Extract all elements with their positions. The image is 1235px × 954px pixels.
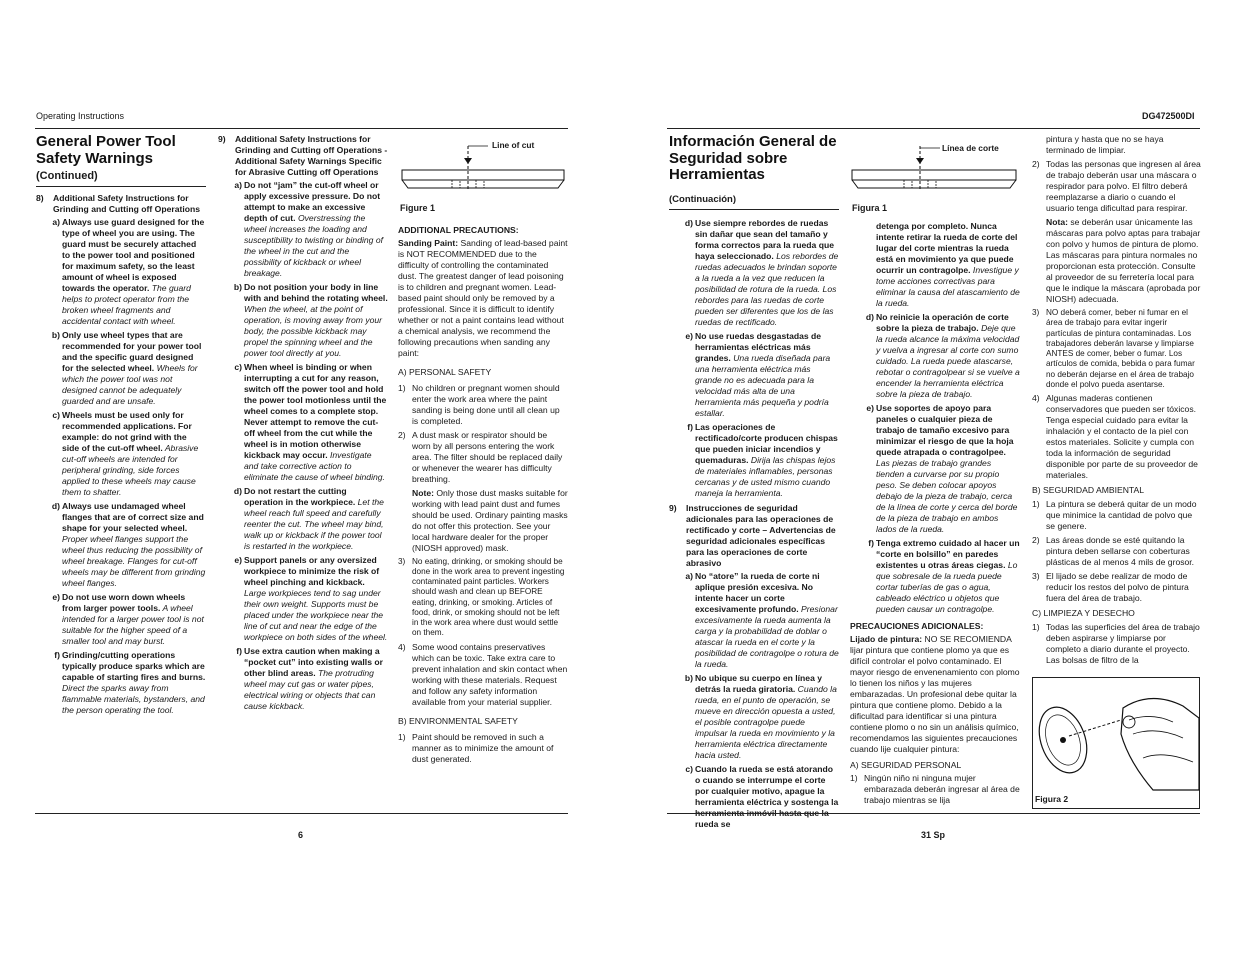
es-column-3 [1032, 134, 1202, 674]
es-page-subtitle: (Continuación) [669, 193, 737, 205]
numbered-item: 2) Las áreas donde se esté quitando la pintura deben sellarse con coberturas plásticas de al menos 4 mils de grosor. [1032, 535, 1195, 567]
page-number-right: 31 Sp [921, 830, 946, 840]
lettered-item: b) No ubique su cuerpo en línea y detrás la rueda giratoria. Cuando la rueda, en el punto de operación, se mueve en dirección opuesta a usted, el posible contragolpe puede impulsar la rueda en movimiento y la herramienta eléctrica directamente hacia usted. [684, 672, 837, 760]
es-env-safety-heading: B) SEGURIDAD AMBIENTAL [1032, 485, 1145, 495]
figure-1-line-label: Line of cut [492, 140, 535, 150]
numbered-item: 2) A dust mask or respirator should be worn by all persons entering the work area. The filter should be replaced daily or whenever the wearer has difficulty breathing. [398, 429, 563, 484]
lettered-item: a) Always use guard designed for the type of wheel you are using. The guard must be securely attached to the power tool and positioned for maximum safety, so the least amount of wheel is exposed towards the operator. The guard helps to protect operator from the broken wheel fragments and accidental contact with wheel. [52, 217, 205, 327]
lettered-item: d) Always use undamaged wheel flanges that are of correct size and shape for your selected wheel. Proper wheel flanges support the wheel thus reducing the possibility of wheel breakage. Flanges for cut-off wheels may be different from grinding wheel flanges. [51, 501, 206, 589]
figure-1-line-of-cut-diagram [398, 134, 568, 194]
es-section-9-heading: 9) Instrucciones de seguridad adicionales para las operaciones de rectificado y corte – Advertencias de seguridad adicionales específicas para las operaciones de corte abrasivo [669, 502, 836, 568]
page-number-left: 6 [298, 830, 304, 840]
en-section-8-list [36, 217, 206, 716]
es-c-continuation: detenga por completo. Nunca intente retirar la rueda de corte del lugar del corte mientras la rueda está en movimiento ya que puede ocurrir un contragolpe. Investigue y tome acciones correctivas para eliminar la causa del atascamiento de la rueda. [876, 220, 1020, 308]
lettered-item: e) Use soportes de apoyo para paneles o cualquier pieza de trabajo de tamaño excesivo para minimizar el riesgo de que la hoja quede atrapada o contragolpee. Las piezas de trabajo grandes tienden a curvarse por su propio peso. Se deben colocar apoyos debajo de la pieza de trabajo, cerca de la línea de corte y cerca del borde de la pieza de trabajo en ambos lados de la rueda. [866, 402, 1018, 534]
lettered-item: e) No use ruedas desgastadas de herramientas eléctricas más grandes. Una rueda diseñada para una herramienta eléctrica más grande no es adecuada para la velocidad más alta de una herramienta más pequeña y podría estallar. [685, 330, 831, 418]
lettered-item: c) Wheels must be used only for recommended applications. For example: do not grind with the side of the cut-off wheel. Abrasive cut-off wheels are intended for peripheral grinding, side forces applied to these wheels may cause them to shatter. [52, 410, 199, 498]
es-title-rule [669, 209, 839, 210]
figure-1-caption: Figure 1 [400, 203, 436, 213]
en-page-title: General Power Tool Safety Warnings [36, 133, 176, 167]
figura-2-box [1032, 677, 1200, 809]
en-section-9-heading: 9) Additional Safety Instructions for Grinding and Cutting off Operations - Additional Safety Warnings Specific for Abrasive Cutting off Operations [218, 134, 388, 177]
es-section-9-list [669, 571, 839, 830]
top-rule-left [35, 128, 568, 129]
es-column-1 [669, 133, 839, 829]
figura-1-line-label: Línea de corte [942, 143, 999, 153]
lettered-item: e) Do not use worn down wheels from larger power tools. A wheel intended for a larger power tool is not suitable for the higher speed of a smaller tool and may burst. [52, 592, 204, 647]
es-ps-item-3: 3) NO deberá comer, beber ni fumar en el área de trabajo para evitar ingerir partículas de pintura contaminadas. Los trabajadores deberán lavarse y limpiarse ANTES de comer, beber o fumar. Los artículos de comida, bebida o para fumar no deberán dejarse en el área de trabajo donde el polvo pueda asentarse. [1032, 308, 1195, 389]
en-ps-item-4: 4) Some wood contains preservatives which can be toxic. Take extra care to prevent inhalation and skin contact when working with these materials. Request and follow any safety information available from your material supplier. [398, 641, 568, 707]
lettered-item: e) Support panels or any oversized workpiece to minimize the risk of wheel pinching and kickback. Large workpieces tend to sag under their own weight. Supports must be placed under the workpiece near the line of cut and near the edge of the workpiece on both sides of the wheel. [234, 555, 388, 642]
grinder-illustration [1033, 678, 1199, 790]
en-section-9-list [218, 180, 388, 712]
en-page-subtitle: (Continued) [36, 170, 98, 182]
top-rule-right [667, 128, 1200, 129]
numbered-item: 1) No children or pregnant women should enter the work area where the paint sanding is being done until all clean up is completed. [398, 382, 560, 426]
es-ps-item-1-continued: pintura y hasta que no se haya terminado de limpiar. [1046, 134, 1164, 155]
en-column-2 [218, 134, 388, 814]
es-ps-item-1: 1) Ningún niño ni ninguna mujer embarazada deberán ingresar al área de trabajo mientras se lija [850, 772, 1020, 805]
es-lijado-paragraph: Lijado de pintura: NO SE RECOMIENDA lijar pintura que contiene plomo ya que es difícil controlar el polvo contaminado. El mayor riesgo de envenenamiento con plomo lo tienen los niños y las mujeres embarazadas. Un profesional debe quitar la pintura que contiene plomo. Debido a la dificultad para identificar si una pintura contiene plomo o no sin un análisis químico, recomendamos las siguientes precauciones cuando lije cualquier pintura: [850, 633, 1020, 754]
en-column-1 [36, 134, 206, 814]
lettered-item: f) Tenga extremo cuidado al hacer un “corte en bolsillo” en paredes existentes u otras áreas ciegas. Lo que sobresale de la rueda puede cortar tuberías de gas o agua, cableado eléctrico u objetos que pueden causar un contragolpe. [868, 537, 1020, 614]
en-sanding-paragraph: Sanding Paint: Sanding of lead-based paint is NOT RECOMMENDED due to the difficulty of controlling the contaminated dust. The greatest danger of lead poisoning is to children and pregnant women. Lead-based paint should only be removed by a professional. Since it is difficult to identify whether or not a paint contains lead without a chemical analysis, we recommend the following precautions when sanding any paint: [398, 237, 568, 358]
es-personal-safety-heading: A) SEGURIDAD PERSONAL [850, 759, 962, 770]
lettered-item: a) Do not “jam” the cut-off wheel or apply excessive pressure. Do not attempt to make an excessive depth of cut. Overstressing the wheel increases the loading and susceptibility to twisting or binding of the wheel in the cut and the possibility of kickback or wheel breakage. [234, 180, 384, 278]
header-left-title: Operating Instructions [36, 111, 125, 121]
es-page-title: Información General de Seguridad sobre Herramientas [669, 133, 837, 183]
es-precautions-title: PRECAUCIONES ADICIONALES: [850, 620, 984, 631]
lettered-item: c) Cuando la rueda se está atorando o cuando se interrumpe el corte por cualquier motivo, apague la herramienta eléctrica y sostenga la rueda se [685, 763, 839, 829]
en-note-paragraph: Note: Only those dust masks suitable for working with lead paint dust and fumes should be used. Ordinary painting masks do not offer this protection. See your local hardware dealer for the proper (NIOSH approved) mask. [412, 487, 568, 553]
es-env-list [1032, 499, 1202, 604]
es-cleanup-item-1: 1) Todas las superficies del área de trabajo deben aspirarse y limpiarse por completo a diario durante el proyecto. Las bolsas de filtro de la [1032, 622, 1200, 665]
en-section-8-heading: 8) Additional Safety Instructions for Grinding and Cutting off Operations [36, 193, 201, 215]
es-ps-item-4: 4) Algunas maderas contienen conservadores que pueden ser tóxicos. Tenga especial cuidado para evitar la inhalación y el contacto de la piel con estos materiales. Solicite y cumpla con toda la información de seguridad disponible por parte de su proveedor de materiales. [1032, 393, 1198, 480]
en-ps-item-3: 3) No eating, drinking, or smoking should be done in the work area to prevent ingesting contaminated paint particles. Workers should wash and clean up BEFORE eating, drinking, or smoking. Articles of food, drink, or smoking should not be left in the work area where dust would settle on them. [398, 556, 565, 638]
en-environmental-safety-heading: B) ENVIRONMENTAL SAFETY [398, 715, 518, 726]
numbered-item: 1) La pintura se deberá quitar de un modo que minimice la cantidad de polvo que se genere. [1032, 499, 1197, 531]
lettered-item: c) When wheel is binding or when interrupting a cut for any reason, switch off the power tool and hold the power tool motionless until the wheel comes to a complete stop. Never attempt to remove the cut-off wheel from the cut while the wheel is in motion otherwise kickback may occur. Investigate and take corrective action to eliminate the cause of wheel binding. [234, 362, 387, 482]
en-title-rule [36, 186, 206, 187]
lettered-item: b) Only use wheel types that are recommended for your power tool and the specific guard designed for the selected wheel. Wheels for which the power tool was not designed cannot be adequately guarded and are unsafe. [51, 330, 202, 407]
es-column-2-list [850, 312, 1020, 615]
lettered-item: f) Grinding/cutting operations typically produce sparks which are capable of starting fires and burns. Direct the sparks away from flammable materials, bystanders, and the person operating the tool. [54, 650, 206, 716]
lettered-item: a) No “atore” la rueda de corte ni aplique presión excesiva. No intente hacer un corte excesivamente profundo. Presionar excesivamente la rueda aumenta la carga y la probabilidad de doblar o atascar la rueda en el corte y la posibilidad de contragolpe o rotura de la rueda. [685, 570, 839, 669]
es-ps-item-2: 2) Todas las personas que ingresen al área de trabajo deberán usar una máscara o respirador para polvo. El filtro deberá reemplazarse a diario o cuando el usuario tenga dificultad para respirar. [1032, 159, 1201, 213]
bottom-rule-right [667, 813, 1200, 814]
lettered-item: d) Do not restart the cutting operation in the workpiece. Let the wheel reach full speed and carefully reenter the cut. The wheel may bind, walk up or kickback if the power tool is restarted in the workpiece. [233, 486, 384, 551]
es-column-1-list [669, 218, 839, 499]
en-column-3 [398, 134, 568, 814]
en-additional-precautions-title: ADDITIONAL PRECAUTIONS: [398, 224, 519, 235]
bottom-rule-left [35, 813, 568, 814]
lettered-item: f) Las operaciones de rectificado/corte producen chispas que pueden iniciar incendios y quemaduras. Dirija las chispas lejos de materiales inflamables, personas cercanas y de usted mismo cuando maneja la herramienta. [687, 421, 838, 498]
en-env-item-1: 1) Paint should be removed in such a manner as to minimize the amount of dust generated. [398, 731, 554, 764]
model-number: DG472500DI [1142, 111, 1195, 121]
en-personal-safety-heading: A) PERSONAL SAFETY [398, 366, 492, 377]
en-personal-safety-list [398, 383, 568, 485]
figura-2-caption: Figura 2 [1035, 794, 1069, 805]
lettered-item: b) Do not position your body in line with and behind the rotating wheel. When the wheel, at the point of operation, is moving away from your body, the possible kickback may propel the spinning wheel and the power tool directly at you. [233, 282, 388, 358]
numbered-item: 3) El lijado se debe realizar de modo de reducir los restos del polvo de pintura fuera del área de trabajo. [1032, 571, 1189, 603]
lettered-item: d) Use siempre rebordes de ruedas sin dañar que sean del tamaño y forma correctos para la rueda que haya seleccionado. Los rebordes de ruedas adecuados le brindan soporte a la rueda a la vez que reducen la posibilidad de rotura de la rueda. Los rebordes para las ruedas de corte pueden ser diferentes que los de las ruedas de rectificado. [684, 217, 839, 327]
figura-1-caption: Figura 1 [852, 203, 888, 213]
lettered-item: f) Use extra caution when making a “pocket cut” into existing walls or other blind areas. The protruding wheel may cut gas or water pipes, electrical wiring or objects that can cause kickback. [236, 646, 383, 711]
lettered-item: d) No reinicie la operación de corte sobre la pieza de trabajo. Deje que la rueda alcance la máxima velocidad y vuelva a ingresar al corte con sumo cuidado. La rueda puede atascarse, rebotar o contragolpear si se vuelve a encender la herramienta eléctrica sobre la pieza de trabajo. [865, 311, 1020, 399]
es-nota-paragraph: Nota: se deberán usar únicamente las máscaras para polvo aptas para trabajar con polvo y humos de pintura de plomo. Las máscaras para pintura normales no proporcionan esta protección. Consulte al proveedor de su ferretería local para que le indique la máscara (aprobada por NIOSH) adecuada. [1046, 217, 1201, 304]
es-column-2 [850, 134, 1020, 814]
es-cleanup-heading: C) LIMPIEZA Y DESECHO [1032, 608, 1135, 618]
